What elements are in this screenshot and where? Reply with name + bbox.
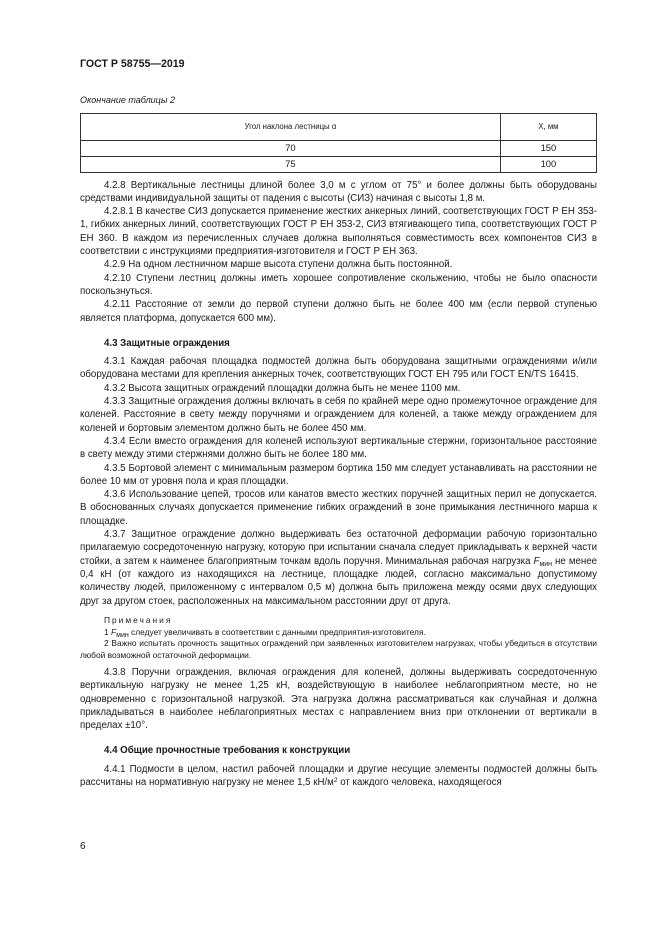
paragraph-4-3-4: 4.3.4 Если вместо ограждения для коленей используют вертикальные стержни, горизонтальное расстояние в свету между этими стержнями должно быть не более 180 мм.: [80, 435, 597, 461]
document-header: ГОСТ Р 58755—2019: [80, 58, 185, 70]
paragraph-4-3-6: 4.3.6 Использование цепей, тросов или канатов вместо жестких поручней защитных перил не допускается. В обоснованных случаях допускается применение гибких ограждений в зоне примыкания лестничного марша к площадке.: [80, 489, 597, 527]
f-min-symbol: F: [533, 555, 540, 567]
paragraph-4-3-7: [80, 528, 597, 608]
paragraph-4-2-10: 4.2.10 Ступени лестниц должны иметь хорошее сопротивление скольжению, чтобы не было опасности поскользнуться.: [80, 272, 597, 297]
table-row: [81, 156, 597, 172]
paragraph-4-2-8: 4.2.8 Вертикальные лестницы длиной более 3,0 м с углом от 75° и более должны быть оборудованы средствами индивидуальной защиты от падения с высоты (СИЗ) начиная с высоты 1,8 м.: [80, 179, 597, 204]
paragraph-4-3-8: 4.3.8 Поручни ограждения, включая ограждения для коленей, должны выдерживать сосредоточенную вертикальную нагрузку не менее 1,25 кН, воздействующую в наиболее неблагоприятном месте, но не одновременно с горизонтальной нагрузкой. Эта нагрузка должна рассматриваться как случайная и должна прикладываться в наиболее неблагоприятных местах с направлением вниз при отклонении от вертикали в пределах ±10°.: [80, 666, 597, 732]
note-f-min-subscript: мин: [116, 632, 129, 640]
paragraph-4-3-3: 4.3.3 Защитные ограждения должны включать в себя по крайней мере одно промежуточное ограждение для коленей. Расстояние в свету между поручнями и ограждением для коленей, а также между ограждением для коленей и бортовым элементом должно быть не более 450 мм.: [80, 396, 597, 434]
f-min-subscript: мин: [539, 560, 553, 568]
note-1-text: следует увеличивать в соответствии с данными предприятия-изготовителя.: [128, 627, 426, 638]
p441-superscript: 2: [333, 777, 338, 785]
paragraph-4-3-1: 4.3.1 Каждая рабочая площадка подмостей должна быть оборудована защитными ограждениями и/или оборудована местами для крепления анкерных точек, соответствующих ГОСТ ЕН 795 или ГОСТ EN/TS 16415.: [80, 356, 597, 381]
note-1-number: 1: [104, 627, 111, 638]
page-number: 6: [80, 841, 86, 852]
p437-text-before: 4.3.7 Защитное ограждение должно выдерживать без остаточной деформации рабочую горизонтально прилагаемую сосредоточенную нагрузку, которую при испытании сначала следует прикладывать к верхней части стойки, а затем к наименее благоприятным точкам вдоль поручня. Минимальная рабочая нагрузка: [80, 529, 597, 567]
paragraph-4-4-1: [80, 763, 597, 790]
table-cell: 70: [81, 140, 501, 156]
table-cell: 150: [500, 140, 596, 156]
table-row: [81, 140, 597, 156]
table-cell: 75: [81, 156, 501, 172]
note-1: [80, 627, 597, 638]
p441-text-before: 4.4.1 Подмости в целом, настил рабочей площадки и другие несущие элементы подмостей должны быть рассчитаны на нормативную нагрузку не менее 1,5 кН/м: [80, 763, 597, 789]
table-2: [80, 113, 597, 173]
section-title-4-3: 4.3 Защитные ограждения: [104, 337, 230, 349]
paragraph-4-2-8-1: 4.2.8.1 В качестве СИЗ допускается применение жестких анкерных линий, соответствующих ГОСТ Р ЕН 353-1, гибких анкерных линий, соответствующих ГОСТ Р ЕН 353-2, СИЗ втягивающего типа, соответствующих ГОСТ Р ЕН 360. В каждом из перечисленных случаев должна выполняться совместимость всех компонентов СИЗ в соответствии с инструкциями предприятия-изготовителя и ГОСТ Р ЕН 363.: [80, 206, 597, 258]
paragraph-4-3-5: 4.3.5 Бортовой элемент с минимальным размером бортика 150 мм следует устанавливать на расстоянии не более 10 мм от уровня пола и края площадки.: [80, 462, 597, 487]
note-f-min-symbol: F: [111, 627, 117, 638]
paragraph-4-2-11: 4.2.11 Расстояние от земли до первой ступени должно быть не более 400 мм (если первой ступенью является платформа, допускается 600 мм).: [80, 299, 597, 324]
paragraph-4-3-2: 4.3.2 Высота защитных ограждений площадки должна быть не менее 1100 мм.: [104, 382, 461, 394]
table-cell: 100: [500, 156, 596, 172]
notes-title: Примечания: [104, 614, 173, 625]
p437-text-after: не менее 0,4 кН (от каждого из находящихся на лестнице, площадке людей, согласно максимально допустимому количеству людей, приложенному с интервалом 0,5 м) должна быть приложена между осями двух следующих друг за другом стоек, расположенных на максимальном расстоянии друг от друга.: [80, 555, 597, 607]
note-2: 2 Важно испытать прочность защитных ограждений при заявленных изготовителем нагрузках, чтобы убедиться в отсутствии любой возможной остаточной деформации.: [80, 638, 597, 660]
table-header-row: [81, 113, 597, 140]
column-header-angle: Угол наклона лестницы α: [81, 113, 501, 140]
section-title-4-4: 4.4 Общие прочностные требования к конструкции: [104, 745, 351, 757]
column-header-x: X, мм: [500, 113, 596, 140]
p441-text-after: от каждого человека, находящегося: [337, 777, 502, 789]
table-caption: Окончание таблицы 2: [80, 95, 175, 106]
paragraph-4-2-9: 4.2.9 На одном лестничном марше высота ступени должна быть постоянной.: [104, 259, 453, 271]
